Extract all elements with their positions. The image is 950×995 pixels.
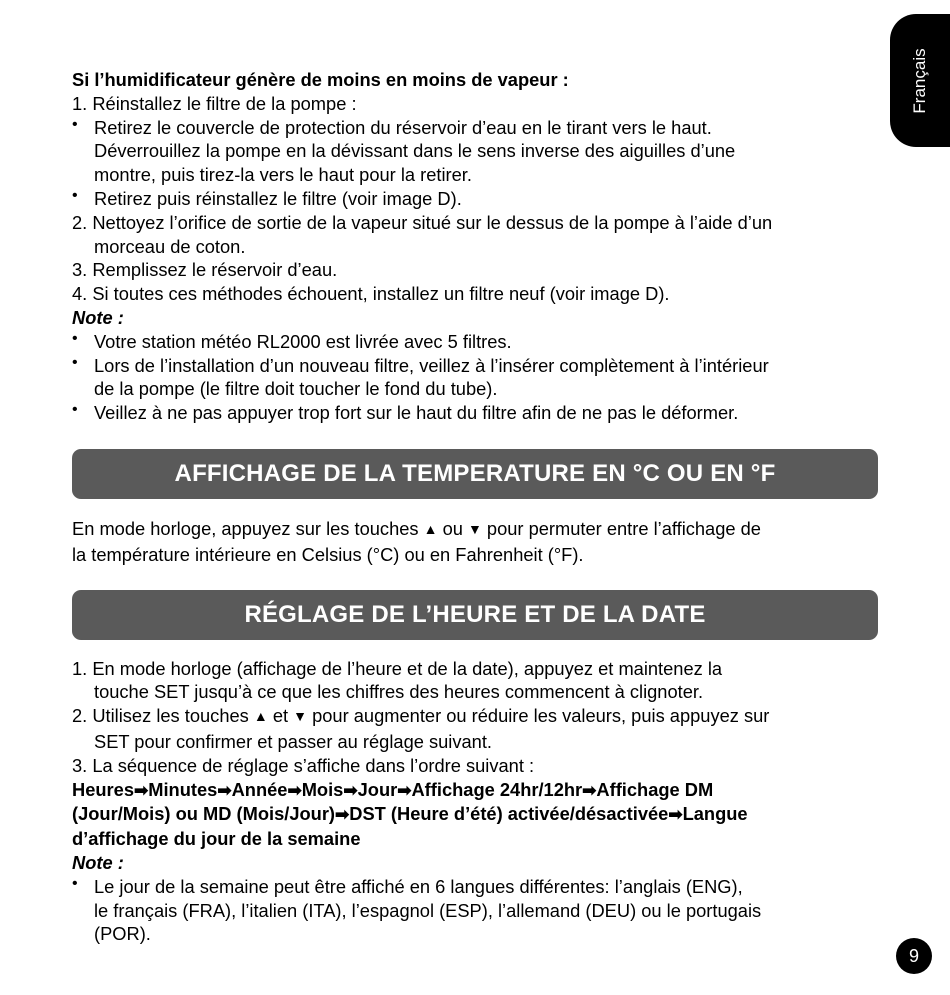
up-arrow-icon: ▲ [253, 708, 268, 725]
sequence-item: Affichage 24hr/12hr [411, 778, 583, 800]
list-item [72, 187, 882, 211]
paragraph-line: la température intérieure en Celsius (°C) ou en Fahrenheit (°F). [72, 543, 584, 565]
note-label: Note : [72, 851, 124, 873]
text-run: pour augmenter ou réduire les valeurs, puis appuyez sur [307, 705, 770, 727]
section1-step2-cont: morceau de coton. [94, 235, 246, 257]
sequence-item: Affichage DM [596, 778, 714, 800]
section1-step2: 2. Nettoyez l’orifice de sortie de la vapeur situé sur le dessus de la pompe à l’aide d’un [72, 211, 773, 233]
banner-title: AFFICHAGE DE LA TEMPERATURE EN °C OU EN °F [174, 459, 776, 487]
bullet-mark: • [72, 353, 78, 371]
section1-heading: Si l’humidificateur génère de moins en moins de vapeur : [72, 69, 569, 90]
list-item [72, 116, 882, 187]
sequence-item: Année [231, 778, 288, 800]
section3-step1: 1. En mode horloge (affichage de l’heure et de la date), appuyez et maintenez la [72, 657, 723, 679]
sequence-item: Jour [357, 778, 398, 800]
sequence-item: (Jour/Mois) ou MD (Mois/Jour) [72, 803, 336, 825]
section3-step1-cont: touche SET jusqu’à ce que les chiffres des heures commencent à clignoter. [94, 681, 704, 703]
right-arrow-icon: ➡ [668, 805, 683, 825]
down-arrow-icon: ▼ [467, 520, 482, 537]
section3-step2 [72, 704, 882, 730]
section-banner-time-date [72, 590, 878, 640]
bullet-mark: • [72, 186, 78, 204]
bullet-mark: • [72, 329, 78, 347]
bullet-text-line: le français (FRA), l’italien (ITA), l’espagnol (ESP), l’allemand (DEU) ou le portugais [94, 899, 762, 921]
temperature-paragraph [72, 517, 882, 567]
bullet-text-line: Retirez puis réinstallez le filtre (voir image D). [94, 187, 462, 209]
sequence-item: DST (Heure d’été) activée/désactivée [349, 803, 669, 825]
setting-sequence-line [72, 778, 882, 803]
banner-title: RÉGLAGE DE L’HEURE ET DE LA DATE [244, 600, 706, 628]
sequence-item: Heures [72, 778, 134, 800]
text-run: ou [437, 517, 468, 539]
sequence-item: Minutes [148, 778, 218, 800]
section3-step2-cont: SET pour confirmer et passer au réglage suivant. [94, 730, 492, 752]
bullet-text-line: de la pompe (le filtre doit toucher le fond du tube). [94, 378, 498, 400]
bullet-mark: • [72, 874, 78, 892]
bullet-mark: • [72, 401, 78, 419]
bullet-text-line: Le jour de la semaine peut être affiché en 6 langues différentes: l’anglais (ENG), [94, 875, 743, 897]
language-tab [890, 14, 950, 147]
text-run: et [267, 705, 294, 727]
setting-sequence-line [72, 802, 882, 827]
bullet-text-line: montre, puis tirez-la vers le haut pour la retirer. [94, 164, 472, 186]
sequence-item: Langue [682, 803, 748, 825]
note-label: Note : [72, 306, 124, 328]
sequence-item: Mois [301, 778, 344, 800]
right-arrow-icon: ➡ [397, 780, 412, 800]
right-arrow-icon: ➡ [335, 805, 350, 825]
right-arrow-icon: ➡ [217, 780, 232, 800]
right-arrow-icon: ➡ [134, 780, 149, 800]
setting-sequence-line: d’affichage du jour de la semaine [72, 828, 361, 850]
list-item [72, 875, 882, 946]
bullet-text-line: Votre station météo RL2000 est livrée avec 5 filtres. [94, 330, 512, 352]
list-item [72, 354, 882, 402]
page-content [72, 68, 882, 946]
section1-step4: 4. Si toutes ces méthodes échouent, installez un filtre neuf (voir image D). [72, 283, 670, 305]
section1-step1: 1. Réinstallez le filtre de la pompe : [72, 92, 357, 114]
bullet-mark: • [72, 115, 78, 133]
right-arrow-icon: ➡ [343, 780, 358, 800]
right-arrow-icon: ➡ [582, 780, 597, 800]
time-date-section [72, 657, 882, 947]
paragraph-line [72, 517, 882, 543]
section3-step3: 3. La séquence de réglage s’affiche dans l’ordre suivant : [72, 754, 535, 776]
text-run: 2. Utilisez les touches [72, 705, 254, 727]
bullet-text-line: Veillez à ne pas appuyer trop fort sur le haut du filtre afin de ne pas le déformer. [94, 402, 739, 424]
text-run: En mode horloge, appuyez sur les touches [72, 517, 424, 539]
bullet-text-line: Lors de l’installation d’un nouveau filtre, veillez à l’insérer complètement à l’intérieur [94, 354, 769, 376]
bullet-text-line: Déverrouillez la pompe en la dévissant dans le sens inverse des aiguilles d’une [94, 140, 736, 162]
section-banner-temperature [72, 449, 878, 499]
right-arrow-icon: ➡ [287, 780, 302, 800]
section1-step3: 3. Remplissez le réservoir d’eau. [72, 259, 338, 281]
list-item [72, 330, 882, 354]
bullet-text-line: Retirez le couvercle de protection du réservoir d’eau en le tirant vers le haut. [94, 116, 712, 138]
down-arrow-icon: ▼ [293, 708, 308, 725]
bullet-text-line: (POR). [94, 923, 151, 945]
language-tab-label: Français [910, 47, 929, 114]
page-number-badge [896, 938, 932, 974]
up-arrow-icon: ▲ [423, 520, 438, 537]
text-run: pour permuter entre l’affichage de [481, 517, 761, 539]
list-item [72, 401, 882, 425]
page-number: 9 [908, 945, 919, 966]
